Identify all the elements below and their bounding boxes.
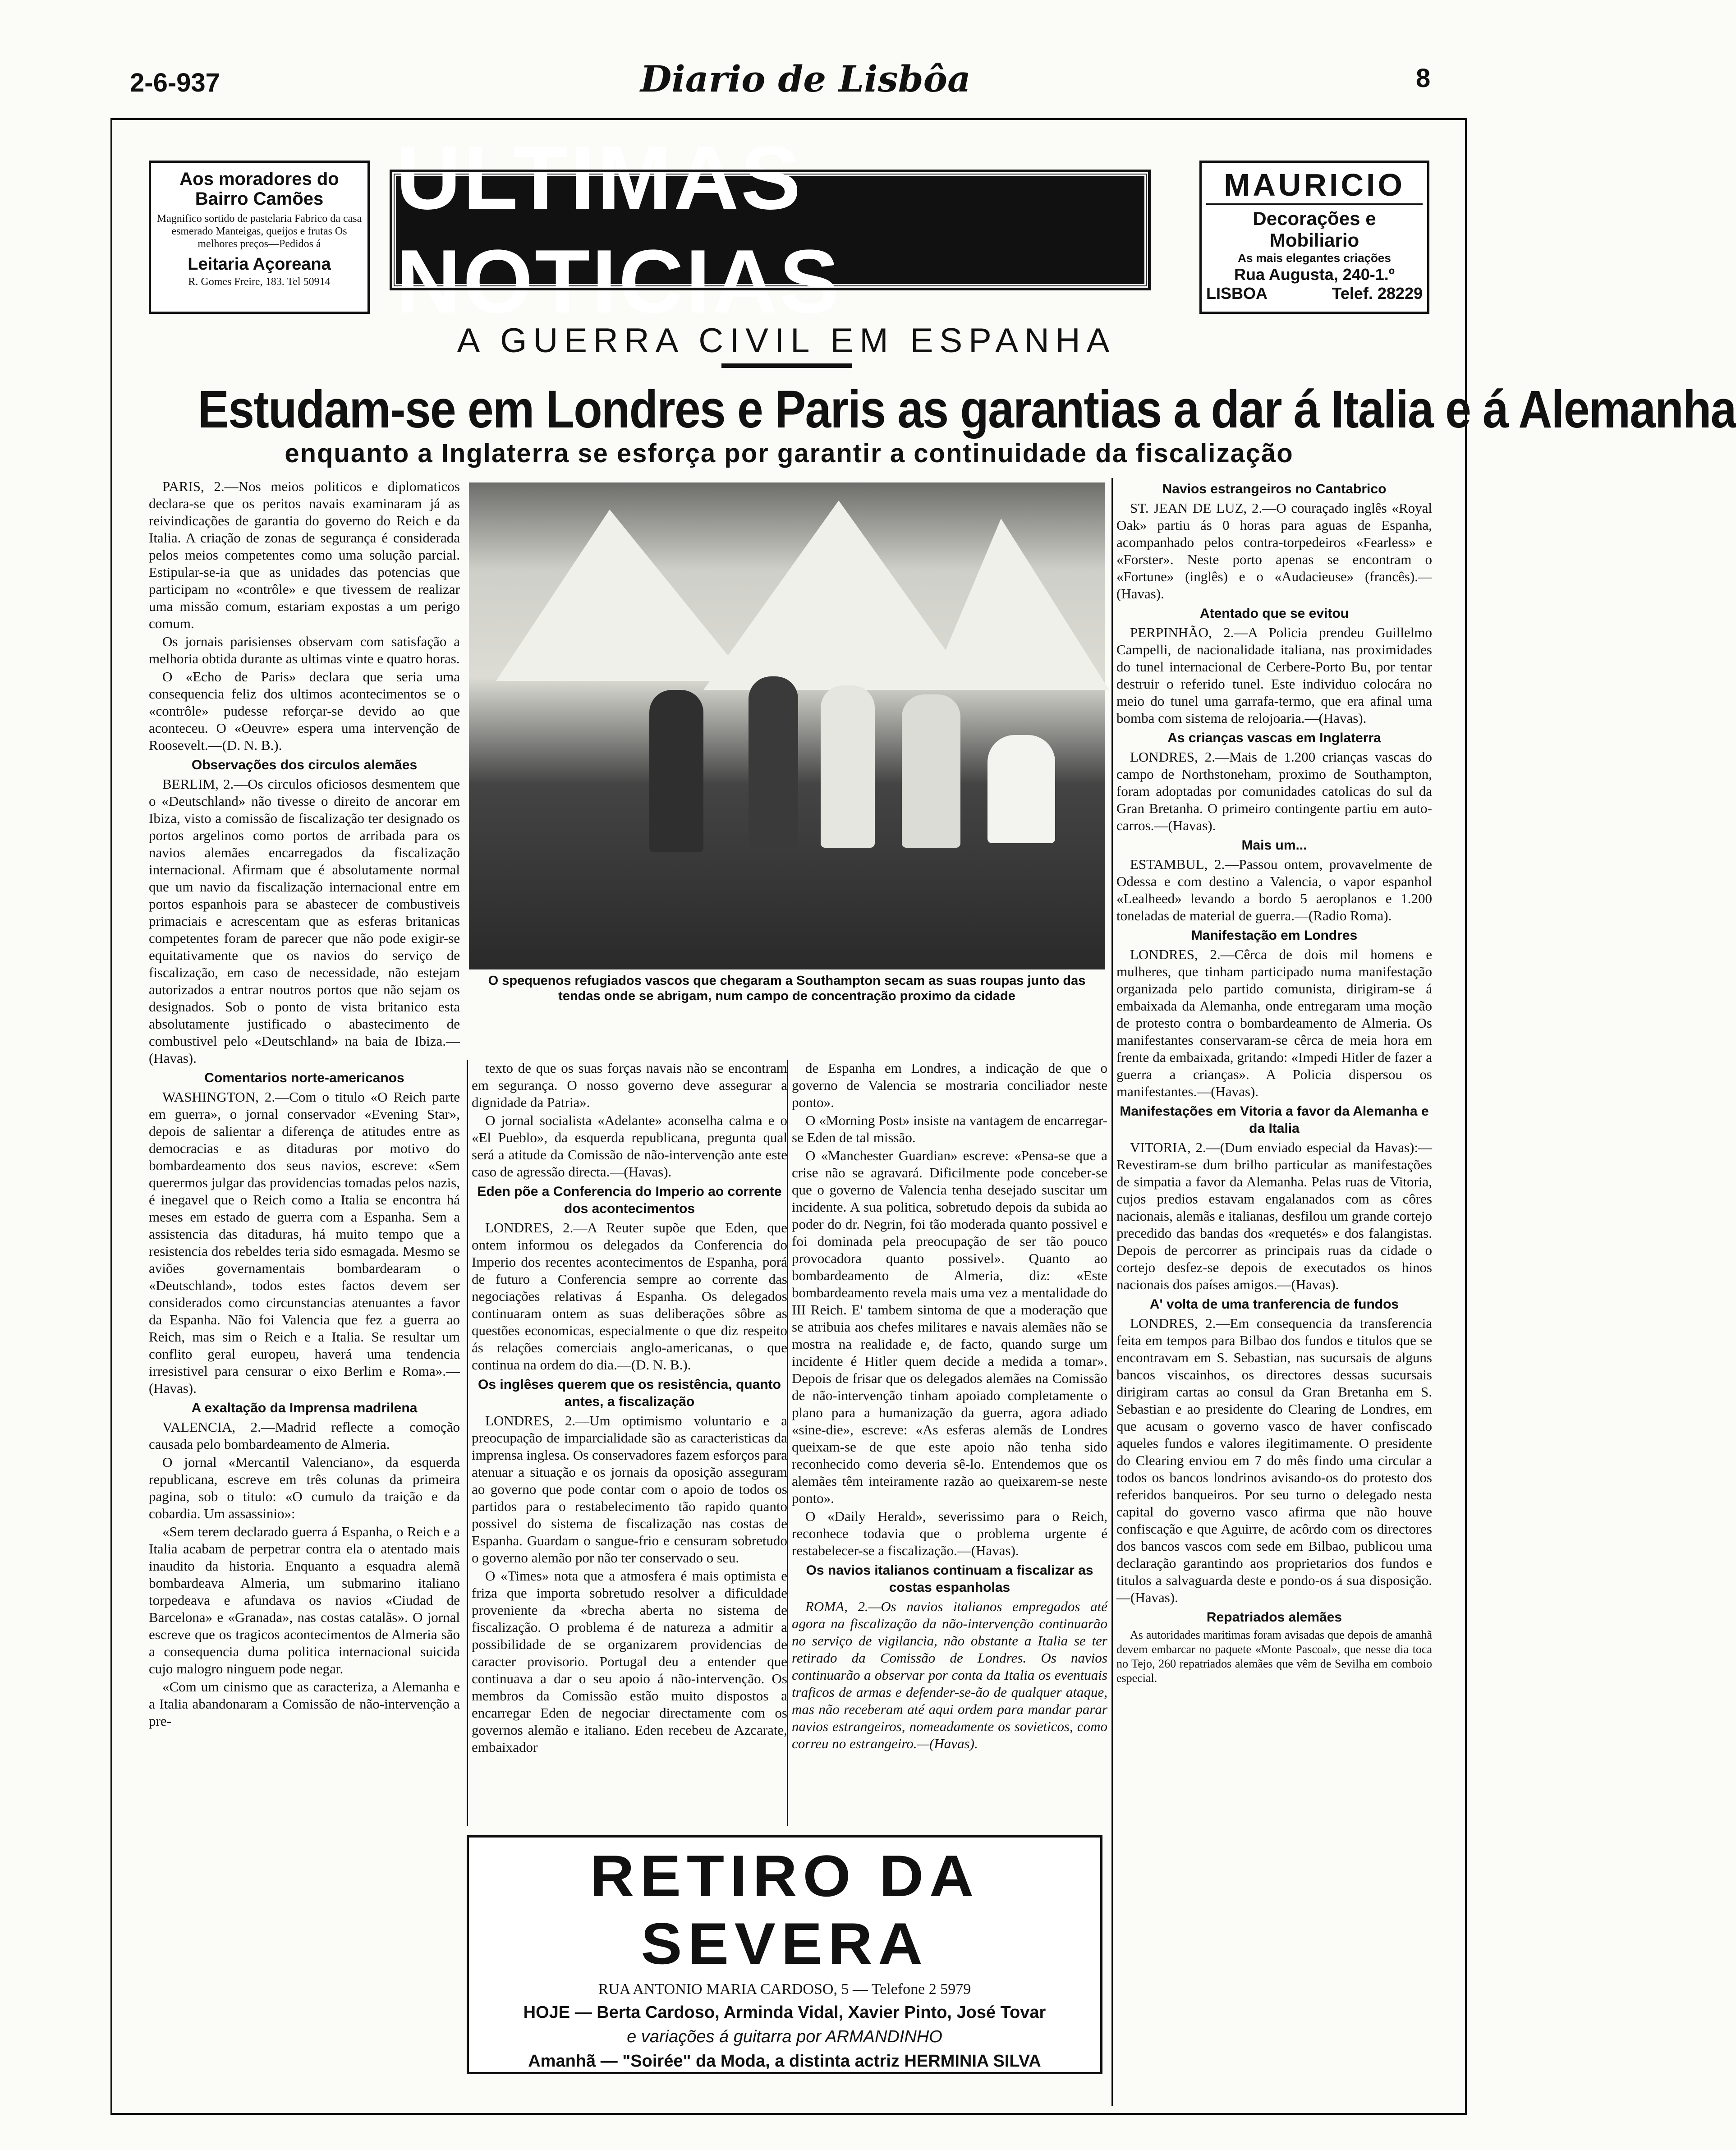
kicker-rule [721,363,852,368]
paragraph: VITORIA, 2.—(Dum enviado especial da Havas):—Revestiram-se dum brilho particular as manifestações de simpatia a favor da Alemanha. Pelas ruas de Vitoria, cujos predios estavam engalanados com as côres nacionais, alemãs e italianas, desfilou um grande cortejo precedido das bandas dos «requetés» e dos falangistas. Depois de percorrer as principais ruas da cidade o cortejo desfez-se depois de executados os hinos nacionais dos países amigos.—(Havas). [1116,1139,1432,1292]
tent-shape [496,510,749,681]
ad-text: Magnifico sortido de pastelaria Fabrico da casa esmerado Manteigas, queijos e frutas Os melhores preços—Pedidos á [156,213,362,250]
ad-heading: Aos moradores do Bairro Camões [179,169,339,209]
subheading: Manifestação em Londres [1191,928,1358,943]
paragraph: LONDRES, 2.—Mais de 1.200 crianças vascas do campo de Northstoneham, proximo de Southampton, foram adoptadas por comunidades catolicas do sul da Gran Bretanha. O primeiro contingente partiu em auto-carros.—(Havas). [1116,749,1432,833]
subheading: Mais um... [1241,838,1307,853]
ad-line: Rua Augusta, 240-1.º [1234,265,1395,284]
ad-address: RUA ANTONIO MARIA CARDOSO, 5 — Telefone 2 5979 [598,1981,971,1998]
subheading: Manifestações em Vitoria a favor da Alemanha e da Italia [1120,1104,1429,1136]
paragraph: «Sem terem declarado guerra á Espanha, o Reich e a Italia acabam de perpetrar contra ela o atentado mais inaudito da historia. Enquanto a esquadra alemã bombardeava Almeria, um submarino italiano torpedeava e afundava os navios «Ciudad de Barcelona» e «Granada», nas costas catalãs». O jornal escreve que os tragicos acontecimentos de Almeria são a consequencia duma politica internacional suicida cujo malogro ninguem pode negar. [149,1524,460,1677]
paragraph: WASHINGTON, 2.—Com o titulo «O Reich parte em guerra», o jornal conservador «Evening Star», depois de salientar a diferença de atitudes entre as democracias e as ditaduras por motivo do bombardeamento dos seus navios, escreve: «Sem querermos julgar das providencias tomadas pelos nazis, é inegavel que o Reich como a Italia se encontra há meses em estado de guerra com a Espanha. Sem a assistencia das ditaduras, há muito tempo que a resistencia dos rebeldes teria sido esmagada. Mesmo se aviões governamentais bombardearam o «Deutschland», todos estes factos devem ser considerados como circunstancias atenuantes a favor da Espanha. Não foi Valencia que fez a guerra ao Reich, mas sim o Reich e a Italia. Se resultar um conflito geral europeu, haverá uma tendencia irresistivel para censurar o eixo Berlim e Roma».—(Havas). [149,1089,460,1396]
newspaper-title: Diario de Lisbôa [640,58,971,100]
paragraph: ST. JEAN DE LUZ, 2.—O couraçado inglês «Royal Oak» partiu ás 0 horas para aguas de Espanha, acompanhado pelos contra-torpedeiros «Fearless» e «Forster». Neste porto apenas se encontram o «Fortune» (inglês) e o «Audacieuse» (francês).—(Havas). [1116,500,1432,602]
paragraph: LONDRES, 2.—Em consequencia da transferencia feita em tempos para Bilbao dos fundos e titulos que se encontravam em S. Sebastian, nas sucursais de alguns bancos viscainhos, os directores dessas sucursais dirigiram cartas ao consul da Gran Bretanha em S. Sebastian e ao presidente do Clearing de Londres, em que acusam o governo vasco de haver confiscado aqueles fundos e valores ilegitimamente. O presidente do Clearing enviou em 7 do mês findo uma circular a todos os bancos londrinos avisando-os do protesto dos referidos banqueiros. Por seu turno o delegado nesta capital do governo vasco afirma que não houve confiscação e que Aguirre, de acôrdo com os directores dos bancos vascos com sede em Bilbao, publicou uma declaração garantindo aos proprietarios dos fundos e titulos a salvaguarda deste e pondo-os á sua disposição.—(Havas). [1116,1315,1432,1605]
tent-shape [703,501,974,690]
ad-retiro-da-severa [467,1835,1102,2074]
column-3 [787,1060,1107,1826]
figure-shape [987,735,1055,843]
ad-contact-row [1206,284,1423,303]
subheading: Observações dos circulos alemães [191,758,418,772]
subheading: Os inglêses querem que os resistência, quanto antes, a fiscalização [478,1377,781,1409]
paragraph: ROMA, 2.—Os navios italianos empregados até agora na fiscalização da não-intervenção continuarão no serviço de vigilancia, não obstante a Italia se ter retirado da Comissão de Londres. Os navios continuarão a observar por conta da Italia os eventuais traficos de armas e defender-se-ão de qualquer ataque, mas não receberam até aqui ordem para mandar parar navios estrangeiros, nomeadamente os sovieticos, como correu no estrangeiro.—(Havas). [792,1599,1107,1751]
paragraph: LONDRES, 2.—Um optimismo voluntario e a preocupação de imparcialidade são as caracteristicas da imprensa inglesa. Os conservadores fazem esforços para atenuar a situação e os jornais da oposição asseguram ao governo que pode contar com o apoio de todos os partidos para o restabelecimento tão rapido quanto possivel do sistema de fiscalização nas costas de Espanha. Guardam o sangue-frio e censuram sobretudo o governo alemão por não ter conservado o seu. [472,1413,787,1566]
paragraph: PERPINHÃO, 2.—A Policia prendeu Guillelmo Campelli, de nacionalidade italiana, nas proximidades do tunel internacional de Cerbere-Porto Bu, por tentar destruir o referido tunel. Este individuo colocára no meio do tunel uma garrafa-termo, que era afinal uma bomba com sistema de relojoaria.—(Havas). [1116,625,1432,726]
paragraph: de Espanha em Londres, a indicação de que o governo de Valencia se mostraria conciliador neste ponto». [792,1060,1107,1110]
paragraph: BERLIM, 2.—Os circulos oficiosos desmentem que o «Deutschland» não tivesse o direito de ancorar em Ibiza, visto a comissão de fiscalização ter designado os portos argelinos como portos de arribada para os navios alemães encarregados da fiscalização internacional. Afirmam que é absolutamente normal que um navio da fiscalização internacional entre em portos espanhois para se abastecer de combustiveis primaciais e acrescentam que as esferas britanicas competentes foram de parecer que não pode exigir-se equitativamente que os navios do serviço de fiscalização, em caso de necessidade, não estejam autorizados a entrar noutros portos que não sejam os designados. Sob o ponto de vista britanico esta absolutamente justificado o abastecimento de combustivel pelo «Deutschland» na baia de Ibiza.—(Havas). [149,776,460,1066]
paragraph: O «Morning Post» insiste na vantagem de encarregar-se Eden de tal missão. [792,1112,1107,1145]
ad-title: RETIRO DA SEVERA [589,1843,980,1976]
tent-shape [929,519,1109,690]
column-4 [1111,478,1432,2106]
news-photo-refugee-camp [469,482,1105,969]
paragraph: O «Times» nota que a atmosfera é mais optimista e friza que importa sobretudo resolver a dificuldade proveniente da «brecha aberta no sistema de fiscalização. O problema é de natureza a admitir a possibilidade de se organizarem providencias de caracter provisorio. Portugal deu a entender que continuava a dar o seu apoio á não-intervenção. Os membros da Comissão estão muito dispostos a encarregar Eden de negociar directamente com os governos alemão e italiano. Eden recebeu de Azcarate, embaixador [472,1568,787,1755]
issue-date: 2-6-937 [130,68,220,97]
figure-shape [821,685,875,848]
ad-heading: MAURICIO [1206,166,1423,205]
subheading: A' volta de uma tranferencia de fundos [1149,1297,1399,1312]
paragraph: VALENCIA, 2.—Madrid reflecte a comoção causada pelo bombardeamento de Almeria. [149,1419,460,1452]
section-kicker: A GUERRA CIVIL EM ESPANHA [457,322,1116,360]
column-2 [467,1060,787,1826]
ad-leitaria-acoreana [149,161,370,314]
paragraph: PARIS, 2.—Nos meios politicos e diplomaticos declara-se que os peritos navais examinaram já as reivindicações de garantia do governo do Reich e da Italia. A criação de zonas de segurança é considerada pelos meios competentes como uma solução parcial. Estipular-se-ia que as unidades das potencias que participam no «contrôle» e que tivessem de realizar uma missão comum, estariam expostas a um perigo comum. [149,478,460,631]
figure-shape [749,676,798,848]
subheading: Comentarios norte-americanos [204,1070,404,1085]
figure-shape [649,690,703,852]
ad-line: Decorações e Mobiliario [1253,208,1376,251]
subheading: Atentado que se evitou [1199,606,1349,621]
figure-shape [902,694,960,848]
sub-headline: enquanto a Inglaterra se esforça por garantir a continuidade da fiscalização [285,439,1294,468]
column-1 [149,478,460,2106]
section-banner: ULTIMAS NOTICIAS [392,172,1148,288]
paragraph: Os jornais parisienses observam com satisfação a melhoria obtida durante as ultimas vinte e quatro horas. [149,634,460,666]
paragraph: texto de que os suas forças navais não se encontram em segurança. O nosso governo deve assegurar a dignidade da Patria». [472,1060,787,1110]
subheading: Repatriados alemães [1206,1610,1342,1625]
paragraph: O «Daily Herald», severissimo para o Reich, reconhece todavia que o problema urgente é restabelecer-se a fiscalização.—(Havas). [792,1508,1107,1558]
ad-phone: Telef. 28229 [1332,284,1423,303]
ad-line: e variações á guitarra por ARMANDINHO [627,2027,942,2046]
paragraph: O «Manchester Guardian» escreve: «Pensa-se que a crise não se agravará. Dificilmente pode conceber-se que o governo de Valencia tenha desejado suscitar um incidente. A sua politica, sobretudo depois da subida ao poder do dr. Negrin, foi tão moderada quanto possivel e foi dominada pela preocupação de ser tão pouco provocadora quanto possivel». Quanto ao bombardeamento de Almeria, diz: «Este bombardeamento revela mais uma vez a mentalidade do III Reich. E' tambem sintoma de que a moderação que se atribuia aos chefes militares e navais alemães não se mostra na realidade e, de facto, quando surge um incidente é Hitler quem decide a medida a tomar». Depois de frisar que os delegados alemães na Comissão de não-intervenção tinham apoiado completamente o plano para a humanização da guerra, agora adiado «sine-die», escreve: «As esferas alemãs de Londres queixam-se de que este apoio não tenha sido reconhecido como deveria sê-lo. Entendemos que os alemães têm inteiramente razão ao queixarem-se neste ponto». [792,1148,1107,1506]
paragraph: LONDRES, 2.—A Reuter supõe que Eden, que ontem informou os delegados da Conferencia do Imperio dos recentes acontecimentos de Espanha, porá de futuro a Conferencia sempre ao corrente das negociações relativas á Espanha. Os delegados continuaram ontem as suas deliberações sôbre as questões economicas, especialmente o que diz respeito ás relações comerciais anglo-americanas, o que continua na ordem do dia.—(D. N. B.). [472,1220,787,1373]
paragraph: O jornal socialista «Adelante» aconselha calma e o «El Pueblo», da esquerda republicana, pregunta qual será a atitude da Comissão de não-intervenção ante este caso de agressão directa.—(Havas). [472,1112,787,1180]
paragraph: As autoridades maritimas foram avisadas que depois de amanhã devem embarcar no paquete «Monte Pascoal», que nesse dia toca no Tejo, 260 repatriados alemães que vêm de Sevilha em comboio especial. [1116,1628,1432,1685]
ad-line: As mais elegantes criações [1238,251,1391,265]
ad-line: Amanhã — "Soirée" da Moda, a distinta actriz HERMINIA SILVA [528,2052,1041,2071]
ad-name: Leitaria Açoreana [188,255,331,274]
subheading: Eden põe a Conferencia do Imperio ao corrente dos acontecimentos [477,1184,782,1216]
ad-address: R. Gomes Freire, 183. Tel 50914 [188,276,331,288]
subheading: Navios estrangeiros no Cantabrico [1162,482,1387,496]
paragraph: «Com um cinismo que as caracteriza, a Alemanha e a Italia abandonaram a Comissão de não-intervenção a pre- [149,1679,460,1729]
paragraph: O jornal «Mercantil Valenciano», da esquerda republicana, escreve em três colunas da primeira pagina, sob o titulo: «O cumulo da traição e da cobardia. Um assassinio»: [149,1454,460,1521]
main-headline: Estudam-se em Londres e Paris as garantias a dar á Italia e á Alemanha [197,380,1736,439]
paragraph: O «Echo de Paris» declara que seria uma consequencia feliz dos ultimos acontecimentos se o «contrôle» pudesse reforçar-se devido ao que aconteceu. O «Oeuvre» espera uma intervenção de Roosevelt.—(D. N. B.). [149,669,460,753]
photo-caption: O spequenos refugiados vascos que chegaram a Southampton secam as suas roupas junto das tendas onde se abrigam, num campo de concentração proximo da cidade [488,974,1086,1003]
paragraph: ESTAMBUL, 2.—Passou ontem, provavelmente de Odessa e com destino a Valencia, o vapor espanhol «Lealheed» levando a bordo 5 aeroplanos e 1.200 toneladas de material de guerra.—(Radio Roma). [1116,856,1432,923]
ad-mauricio [1199,161,1429,314]
subheading: A exaltação da Imprensa madrilena [191,1401,418,1415]
ad-city: LISBOA [1206,284,1268,303]
subheading: As crianças vascas em Inglaterra [1167,730,1381,745]
subheading: Os navios italianos continuam a fiscalizar as costas espanholas [806,1563,1093,1595]
paragraph: LONDRES, 2.—Cêrca de dois mil homens e mulheres, que tinham participado numa manifestação organizada pelo partido comunista, dirigiram-se á embaixada da Alemanha, onde entregaram uma moção de protesto contra o bombardeamento de Almeria. Os manifestantes conservaram-se cêrca de meia hora em frente da embaixada, gritando: «Impedi Hitler de fazer a guerra a crianças». A Policia dispersou os manifestantes.—(Havas). [1116,946,1432,1099]
page-number: 8 [1416,64,1431,93]
ad-line: HOJE — Berta Cardoso, Arminda Vidal, Xavier Pinto, José Tovar [523,2003,1046,2022]
